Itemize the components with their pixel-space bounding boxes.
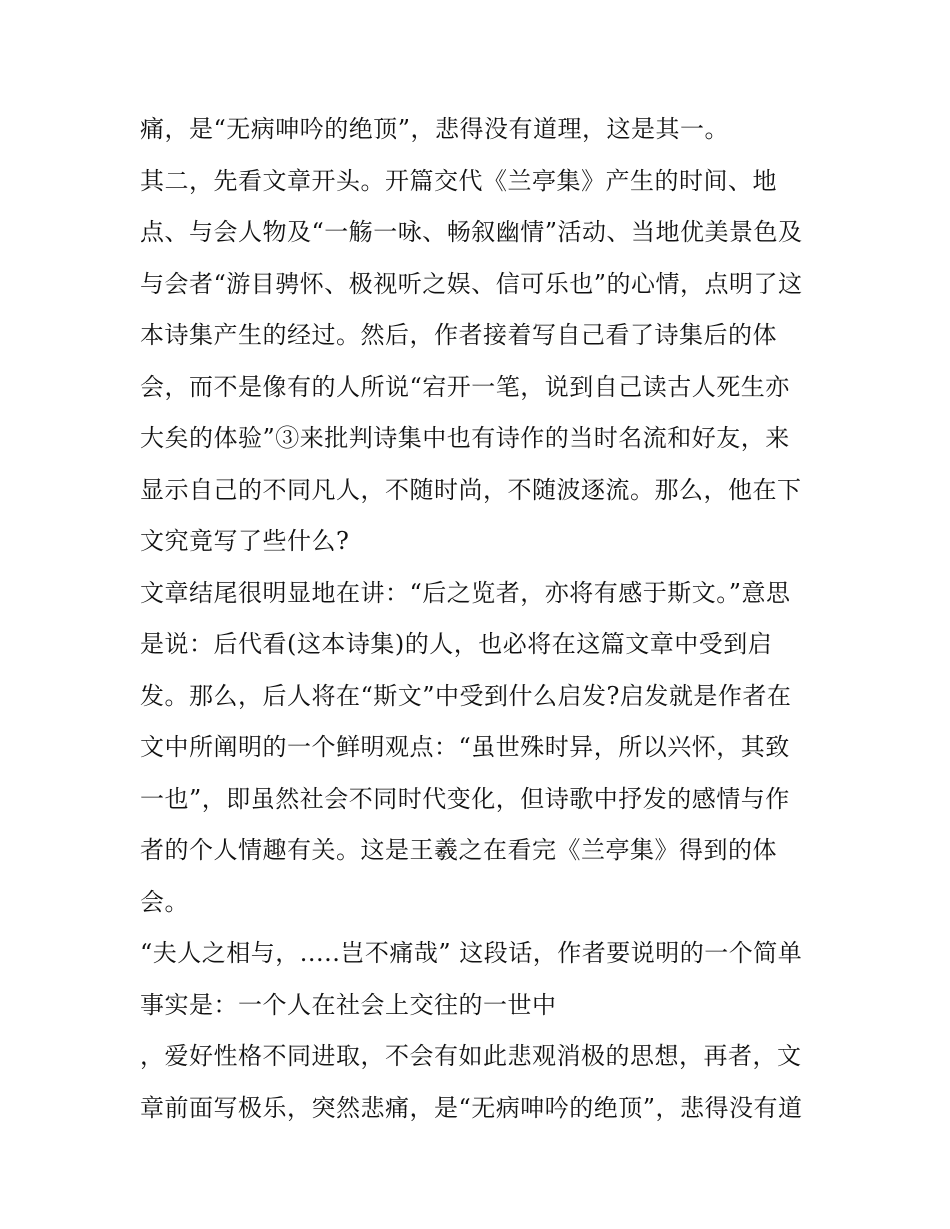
text-line: ，爱好性格不同进取，不会有如此悲观消极的思想，再者，文: [140, 1042, 802, 1070]
text-line: 是说：后代看(这本诗集)的人，也必将在这篇文章中受到启: [140, 630, 773, 658]
text-line: 痛，是“无病呻吟的绝顶”，悲得没有道理，这是其一。: [140, 115, 730, 143]
text-line: 会，而不是像有的人所说“宕开一笔，说到自己读古人死生亦: [140, 372, 790, 401]
text-line: 文章结尾很明显地在讲：“后之览者，亦将有感于斯文。”意思: [140, 578, 791, 607]
text-line: “夫人之相与，.....岂不痛哉” 这段话，作者要说明的一个简单: [140, 939, 803, 967]
text-line: 事实是：一个人在社会上交往的一世中: [140, 990, 557, 1019]
text-line: 会。: [140, 887, 189, 916]
text-line: 与会者“游目骋怀、极视听之娱、信可乐也”的心情，点明了这: [140, 269, 803, 298]
text-line: 显示自己的不同凡人，不随时尚，不随波逐流。那么，他在下: [140, 475, 802, 504]
text-line: 文中所阐明的一个鲜明观点：“虽世殊时异，所以兴怀，其致: [140, 733, 790, 761]
text-line: 一也”，即虽然社会不同时代变化，但诗歌中抒发的感情与作: [140, 784, 790, 813]
text-line: 章前面写极乐，突然悲痛，是“无病呻吟的绝顶”，悲得没有道: [140, 1093, 803, 1122]
text-line: 其二，先看文章开头。开篇交代《兰亭集》产生的时间、地: [140, 166, 777, 195]
text-line: 者的个人情趣有关。这是王羲之在看完《兰亭集》得到的体: [140, 836, 777, 864]
text-line: 文究竟写了些什么?: [140, 527, 350, 555]
text-line: 发。那么，后人将在“斯文”中受到什么启发?启发就是作者在: [140, 681, 792, 710]
text-line: 大矣的体验”③来批判诗集中也有诗作的当时名流和好友，来: [140, 424, 790, 452]
text-line: 本诗集产生的经过。然后，作者接着写自己看了诗集后的体: [140, 321, 777, 349]
body-text: [140, 104, 820, 1134]
text-line: 点、与会人物及“一觞一咏、畅叙幽情”活动、当地优美景色及: [140, 218, 803, 246]
